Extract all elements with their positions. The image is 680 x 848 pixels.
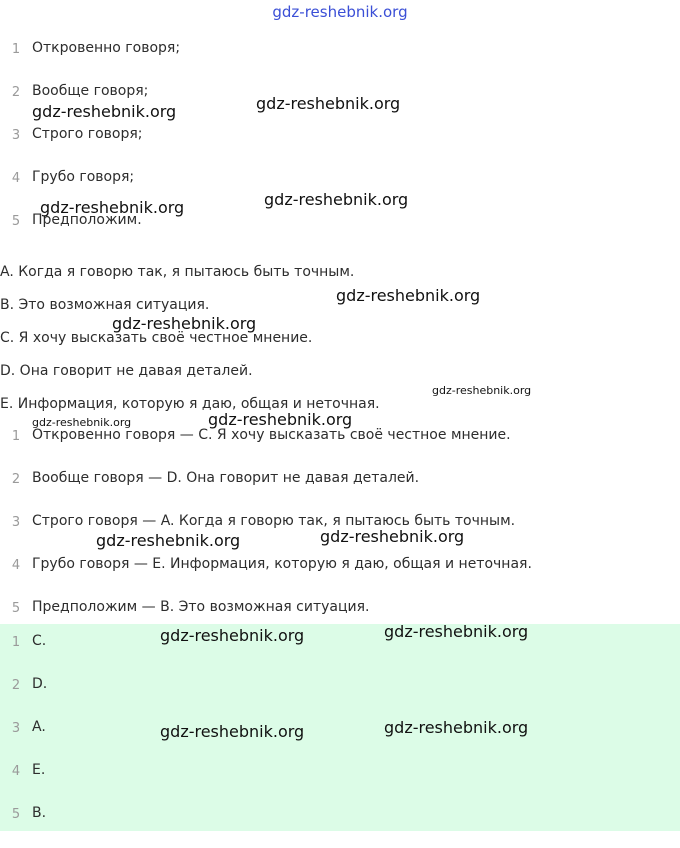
watermark: gdz-reshebnik.org: [160, 626, 305, 645]
item-text: Вообще говоря — D. Она говорит не давая деталей.: [32, 470, 420, 486]
list-item: [0, 212, 680, 255]
item-text: Строго говоря — A. Когда я говорю так, я пытаюсь быть точным.: [32, 513, 516, 529]
item-text: Грубо говоря — E. Информация, которую я даю, общая и неточная.: [32, 556, 532, 572]
item-number: 4: [11, 171, 21, 186]
option-c: C. Я хочу высказать своё честное мнение.: [0, 330, 313, 346]
item-number: 4: [11, 558, 21, 573]
item-number: 3: [11, 515, 21, 530]
item-number: 5: [11, 807, 21, 822]
watermark: gdz-reshebnik.org: [336, 286, 481, 305]
item-text: D.: [32, 676, 48, 692]
option-e: E. Информация, которую я даю, общая и неточная.: [0, 396, 380, 412]
watermark: gdz-reshebnik.org: [32, 416, 132, 429]
watermark: gdz-reshebnik.org: [208, 410, 353, 429]
item-number: 1: [11, 635, 21, 650]
item-number: 5: [11, 214, 21, 229]
watermark: gdz-reshebnik.org: [256, 94, 401, 113]
watermark: gdz-reshebnik.org: [160, 722, 305, 741]
answers-panel: [0, 624, 680, 831]
list-item: [0, 556, 680, 599]
list-item: [0, 126, 680, 169]
item-number: 2: [11, 678, 21, 693]
watermark: gdz-reshebnik.org: [432, 384, 532, 397]
item-number: 1: [11, 429, 21, 444]
watermark: gdz-reshebnik.org: [32, 102, 177, 121]
item-text: E.: [32, 762, 46, 778]
option-b: B. Это возможная ситуация.: [0, 297, 210, 313]
item-text: Строго говоря;: [32, 126, 143, 142]
list-item: [0, 633, 680, 676]
item-number: 3: [11, 721, 21, 736]
watermark: gdz-reshebnik.org: [384, 622, 529, 641]
item-text: Предположим.: [32, 212, 142, 228]
watermark: gdz-reshebnik.org: [112, 314, 257, 333]
item-text: A.: [32, 719, 46, 735]
watermark: gdz-reshebnik.org: [320, 527, 465, 546]
list-item: [0, 427, 680, 470]
watermark: gdz-reshebnik.org: [96, 531, 241, 550]
item-number: 5: [11, 601, 21, 616]
item-text: Предположим — B. Это возможная ситуация.: [32, 599, 370, 615]
list-item: [0, 470, 680, 513]
watermark: gdz-reshebnik.org: [384, 718, 529, 737]
list-item: [0, 762, 680, 805]
item-text: B.: [32, 805, 47, 821]
list-item: [0, 719, 680, 762]
item-number: 2: [11, 472, 21, 487]
option-d: D. Она говорит не давая деталей.: [0, 363, 253, 379]
item-number: 3: [11, 128, 21, 143]
site-header-link[interactable]: gdz-reshebnik.org: [272, 3, 408, 21]
item-text: Откровенно говоря — C. Я хочу высказать своё честное мнение.: [32, 427, 511, 443]
option-a: A. Когда я говорю так, я пытаюсь быть точным.: [0, 264, 355, 280]
item-text: Откровенно говоря;: [32, 40, 181, 56]
list-item: [0, 40, 680, 83]
watermark: gdz-reshebnik.org: [40, 198, 185, 217]
item-text: Грубо говоря;: [32, 169, 135, 185]
item-number: 1: [11, 42, 21, 57]
item-text: C.: [32, 633, 47, 649]
item-number: 4: [11, 764, 21, 779]
answers-list: [0, 633, 680, 848]
list-item: [0, 805, 680, 848]
item-number: 2: [11, 85, 21, 100]
watermark: gdz-reshebnik.org: [264, 190, 409, 209]
list-item: [0, 676, 680, 719]
phrases-list: [0, 40, 680, 255]
item-text: Вообще говоря;: [32, 83, 149, 99]
